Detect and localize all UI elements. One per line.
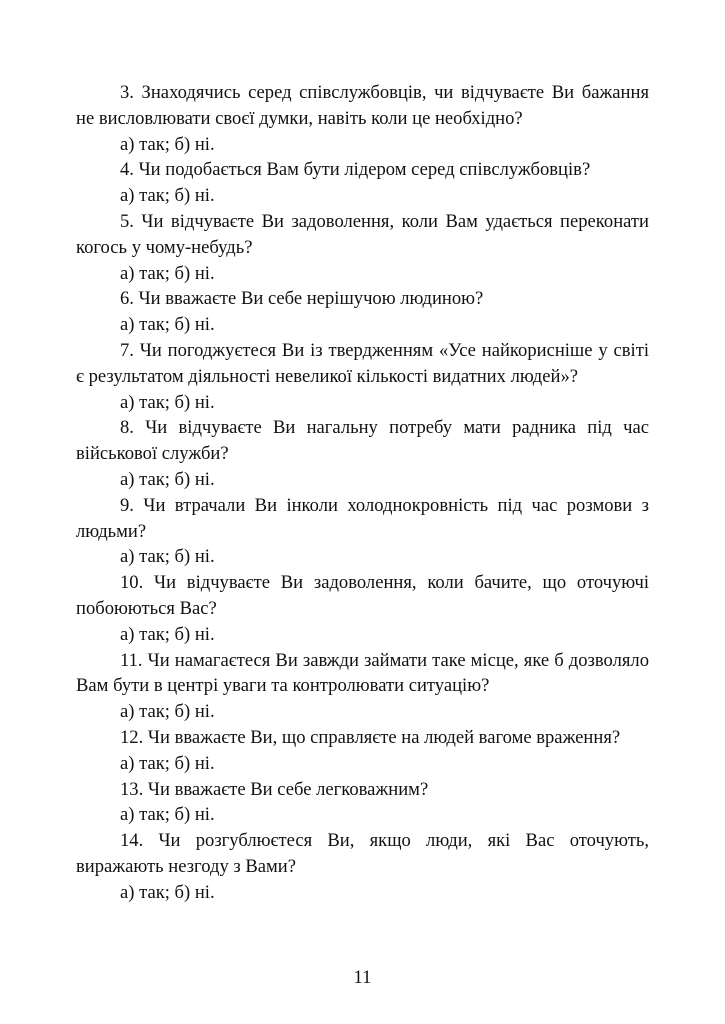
answer-options-6: а) так; б) ні. <box>120 314 215 336</box>
question-11: 11. Чи намагаєтеся Ви завжди займати таке місце, яке б дозволяло Вам бути в центрі уваги та контролювати ситуацію? <box>76 649 649 697</box>
answer-options-3: а) так; б) ні. <box>120 133 215 155</box>
document-body <box>76 80 649 906</box>
question-6: 6. Чи вважаєте Ви себе нерішучою людиною? <box>120 288 484 310</box>
question-14: 14. Чи розгублюєтеся Ви, якщо люди, які Вас оточують, виражають незгоду з Вами? <box>76 830 649 877</box>
question-13: 13. Чи вважаєте Ви себе легковажним? <box>120 778 429 800</box>
question-5: 5. Чи відчуваєте Ви задоволення, коли Вам удається переконати когось у чому-небудь? <box>76 210 649 258</box>
question-8: 8. Чи відчуваєте Ви нагальну потребу мати радника під час військової служби? <box>76 417 649 465</box>
answer-options-13: а) так; б) ні. <box>120 804 215 826</box>
answer-options-4: а) так; б) ні. <box>120 185 215 207</box>
answer-options-8: а) так; б) ні. <box>120 468 215 490</box>
question-4: 4. Чи подобається Вам бути лідером серед співслужбовців? <box>120 159 591 181</box>
answer-options-5: а) так; б) ні. <box>120 262 215 284</box>
question-7: 7. Чи погоджуєтеся Ви із твердженням «Усе найкорисніше у світі є результатом діяльності невеликої кількості видатних людей»? <box>76 339 649 387</box>
question-10: 10. Чи відчуваєте Ви задоволення, коли бачите, що оточуючі побоюються Вас? <box>76 572 649 619</box>
answer-options-7: а) так; б) ні. <box>120 391 215 413</box>
page-number: 11 <box>353 967 372 988</box>
answer-options-10: а) так; б) ні. <box>120 623 215 645</box>
answer-options-12: а) так; б) ні. <box>120 752 215 774</box>
question-9: 9. Чи втрачали Ви інколи холоднокровність під час розмови з людьми? <box>76 494 649 542</box>
question-12: 12. Чи вважаєте Ви, що справляєте на людей вагоме враження? <box>120 726 621 748</box>
question-3: 3. Знаходячись серед співслужбовців, чи відчуваєте Ви бажання не висловлювати своєї думки, навіть коли це необхідно? <box>76 82 649 129</box>
answer-options-14: а) так; б) ні. <box>120 881 215 903</box>
answer-options-11: а) так; б) ні. <box>120 701 215 723</box>
answer-options-9: а) так; б) ні. <box>120 546 215 568</box>
